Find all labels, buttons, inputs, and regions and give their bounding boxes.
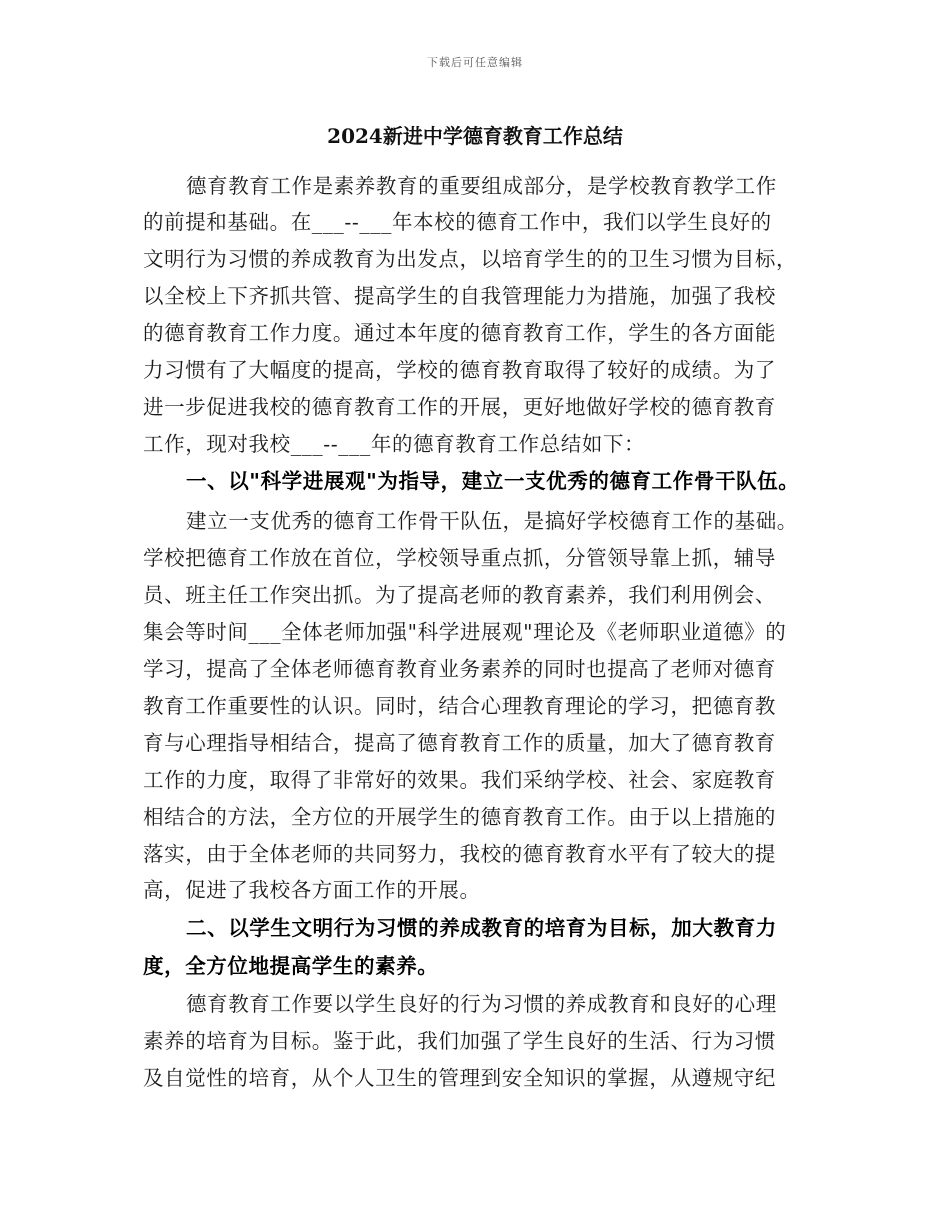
body-line: 学习，提高了全体老师德育教育业务素养的同时也提高了老师对德育 — [143, 657, 776, 681]
body-line: 员、班主任工作突出抓。为了提高老师的教育素养，我们利用例会、 — [143, 583, 776, 607]
section-heading: 一、以"科学进展观"为指导，建立一支优秀的德育工作骨干队伍。 — [186, 469, 800, 493]
body-line: 集会等时间___全体老师加强"科学进展观"理论及《老师职业道德》的 — [143, 620, 787, 644]
body-line: 学校把德育工作放在首位，学校领导重点抓，分管领导靠上抓，辅导 — [143, 546, 776, 570]
body-line: 的德育教育工作力度。通过本年度的德育教育工作，学生的各方面能 — [143, 321, 776, 345]
body-line: 落实，由于全体老师的共同努力，我校的德育教育水平有了较大的提 — [143, 842, 776, 866]
header-note: 下载后可任意编辑 — [427, 56, 523, 69]
body-line: 文明行为习惯的养成教育为出发点，以培育学生的的卫生习惯为目标， — [143, 247, 798, 271]
body-line: 工作的力度，取得了非常好的效果。我们采纳学校、社会、家庭教育 — [143, 768, 776, 792]
body-line: 相结合的方法，全方位的开展学生的德育教育工作。由于以上措施的 — [143, 805, 776, 829]
body-line: 力习惯有了大幅度的提高，学校的德育教育取得了较好的成绩。为了 — [143, 358, 776, 382]
body-line: 教育工作重要性的认识。同时，结合心理教育理论的学习，把德育教 — [143, 694, 776, 718]
section-heading: 二、以学生文明行为习惯的养成教育的培育为目标，加大教育力 — [186, 916, 777, 940]
body-line: 育与心理指导相结合，提高了德育教育工作的质量，加大了德育教育 — [143, 731, 776, 755]
body-line: 以全校上下齐抓共管、提高学生的自我管理能力为措施，加强了我校 — [143, 284, 776, 308]
body-line: 素养的培育为目标。鉴于此，我们加强了学生良好的生活、行为习惯 — [143, 1029, 776, 1053]
document-title: 2024新进中学德育教育工作总结 — [327, 124, 623, 148]
body-line: 德育教育工作要以学生良好的行为习惯的养成教育和良好的心理 — [186, 992, 777, 1016]
body-line: 高，促进了我校各方面工作的开展。 — [143, 878, 481, 902]
body-line: 德育教育工作是素养教育的重要组成部分，是学校教育教学工作 — [186, 174, 777, 198]
section-heading: 度，全方位地提高学生的素养。 — [143, 954, 439, 978]
body-line: 的前提和基础。在___--___年本校的德育工作中，我们以学生良好的 — [143, 210, 772, 234]
body-line: 建立一支优秀的德育工作骨干队伍，是搞好学校德育工作的基础。 — [186, 509, 798, 533]
body-line: 进一步促进我校的德育教育工作的开展，更好地做好学校的德育教育 — [143, 395, 776, 419]
body-line: 及自觉性的培育，从个人卫生的管理到安全知识的掌握，从遵规守纪 — [143, 1066, 776, 1090]
body-line: 工作，现对我校___--___年的德育教育工作总结如下： — [143, 432, 646, 456]
